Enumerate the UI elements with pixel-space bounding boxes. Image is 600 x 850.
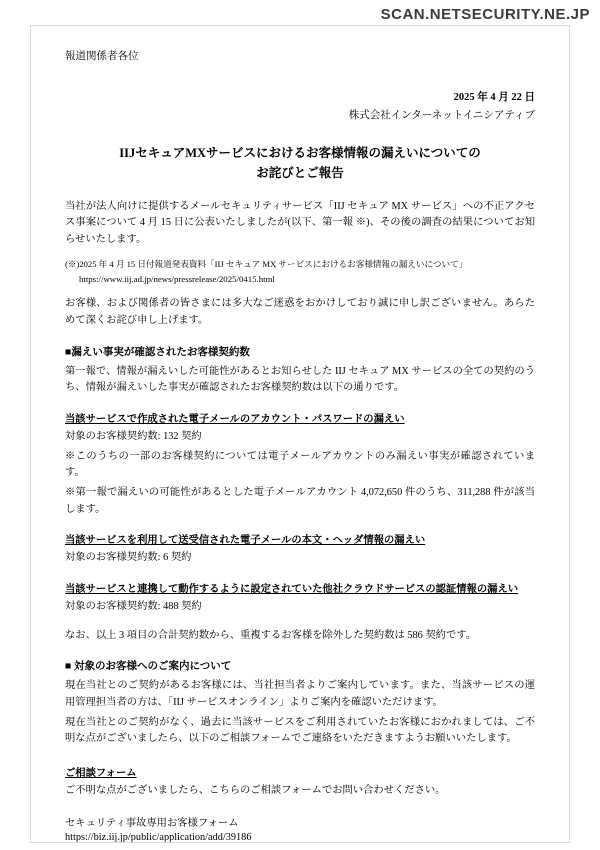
document-date: 2025 年 4 月 22 日 — [453, 92, 535, 103]
company-name: 株式会社インターネットイニシアティブ — [348, 109, 535, 121]
section-2-heading: ■ 対象のお客様へのご案内について — [65, 661, 232, 673]
item-3-heading: 当該サービスと連携して動作するように設定されていた他社クラウドサービスの認証情報の漏えい — [65, 583, 519, 595]
document-meta — [65, 89, 535, 125]
contact-form-heading: ご相談フォーム — [65, 768, 137, 780]
item-1-note-2: ※第一報で漏えいの可能性があるとした電子メールアカウント 4,072,650 件のうち、311,288 件が該当します。 — [65, 486, 535, 515]
section-2-body-2: 現在当社とのご契約がなく、過去に当該サービスをご利用されていたお客様におかれましては、ご不明な点がございましたら、以下のご相談フォームでご連絡をいただきますようお願いいたします。 — [65, 716, 535, 745]
section-1-heading: ■漏えい事実が確認されたお客様契約数 — [65, 346, 250, 358]
item-1-note-1: ※このうちの一部のお客様契約については電子メールアカウントのみ漏えい事実が確認されています。 — [65, 450, 535, 479]
section-1-body: 第一報で、情報が漏えいした可能性があるとお知らせした IIJ セキュア MX サービスの全ての契約のうち、情報が漏えいした事実が確認されたお客様契約数は以下の通りです。 — [65, 365, 535, 394]
summary-paragraph: なお、以上 3 項目の合計契約数から、重複するお客様を除外した契約数は 586 契約です。 — [65, 629, 477, 641]
addressee: 報道関係者各位 — [65, 51, 139, 62]
security-form-url[interactable]: https://biz.iij.jp/public/application/add/39186 — [65, 831, 252, 843]
footnote-url[interactable]: https://www.iij.ad.jp/news/pressrelease/2025/0415.html — [79, 274, 275, 285]
section-2-body-1: 現在当社とのご契約があるお客様には、当社担当者よりご案内しています。また、当該サービスの運用管理担当者の方は、「IIJ サービスオンライン」よりご案内を確認いただけます。 — [65, 680, 535, 708]
item-3-count: 対象のお客様契約数: 488 契約 — [65, 600, 202, 612]
page-title — [65, 143, 535, 183]
contact-form-body: ご不明な点がございましたら、こちらのご相談フォームでお問い合わせください。 — [65, 785, 446, 797]
security-form-title: セキュリティ事故専用お客様フォーム — [65, 817, 239, 829]
site-watermark: SCAN.NETSECURITY.NE.JP — [380, 6, 590, 23]
title-line-1: IIJセキュアMXサービスにおけるお客様情報の漏えいについての — [119, 145, 481, 160]
footnote-text: (※)2025 年 4 月 15 日付報道発表資料「IIJ セキュア MX サービスにおけるお客様情報の漏えいについて」 — [65, 258, 468, 269]
item-2-heading: 当該サービスを利用して送受信された電子メールの本文・ヘッダ情報の漏えい — [65, 535, 426, 547]
document-page — [30, 25, 570, 843]
item-1-count: 対象のお客様契約数: 132 契約 — [65, 430, 202, 442]
document-body — [31, 26, 569, 843]
apology-paragraph: お客様、および関係者の皆さまには多大なご迷惑をおかけしており誠に申し訳ございません。あらためて深くお詫び申し上げます。 — [65, 298, 535, 326]
title-line-2: お詫びとご報告 — [256, 165, 344, 180]
item-1-heading: 当該サービスで作成された電子メールのアカウント・パスワードの漏えい — [65, 413, 405, 425]
item-2-count: 対象のお客様契約数: 6 契約 — [65, 552, 192, 564]
intro-paragraph: 当社が法人向けに提供するメールセキュリティサービス「IIJ セキュア MX サービス」への不正アクセス事案について 4 月 15 日に公表いたしましたが(以下、第一報 ※)、その後の調査の結果についてお知らせいたします。 — [65, 200, 535, 246]
